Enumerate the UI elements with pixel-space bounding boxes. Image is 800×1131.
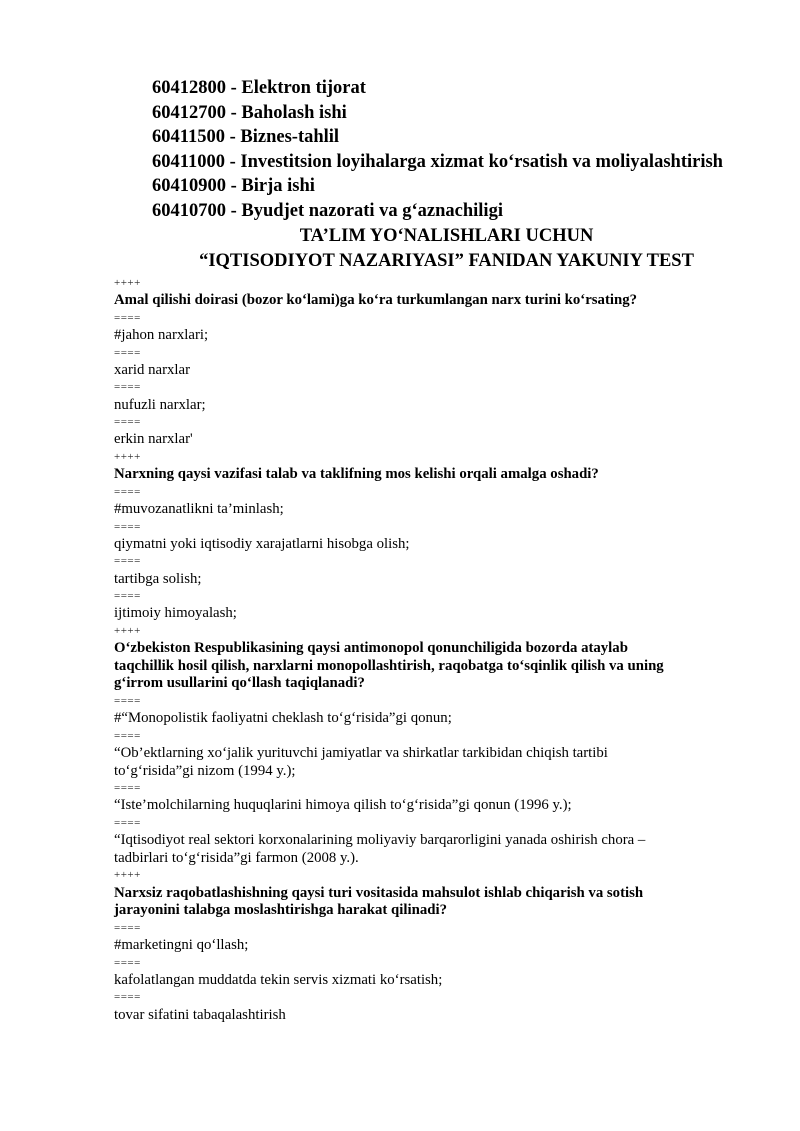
answer-marker: ==== xyxy=(114,485,141,498)
question-text: Narxning qaysi vazifasi talab va taklifning mos kelishi orqali amalga oshadi? xyxy=(114,466,599,483)
specialty-code-line: 60410700 - Byudjet nazorati va g‘aznachiligi xyxy=(152,200,503,221)
question-text: taqchillik hosil qilish, narxlarni monopollashtirish, raqobatga to‘sqinlik qilish va uning xyxy=(114,657,664,674)
answer-marker: ==== xyxy=(114,991,141,1004)
test-content xyxy=(114,275,754,1024)
answer-marker: ==== xyxy=(114,555,141,568)
specialty-code-line: 60410900 - Birja ishi xyxy=(152,176,315,197)
question-text: Narxsiz raqobatlashishning qaysi turi vositasida mahsulot ishlab chiqarish va sotish xyxy=(114,884,644,901)
answer-marker: ==== xyxy=(114,921,141,934)
document-heading-line-1: TA’LIM YO‘NALISHLARI UCHUN xyxy=(299,226,594,246)
answer-option: “Iqtisodiyot real sektori korxonalarining moliyaviy barqarorligini yanada oshirish chora – xyxy=(114,832,646,849)
question-text: Amal qilishi doirasi (bozor ko‘lami)ga ko‘ra turkumlangan narx turini ko‘rsating? xyxy=(114,292,638,309)
question-text: jarayonini talabga moslashtirishga harakat qilinadi? xyxy=(114,902,447,919)
answer-option: erkin narxlar' xyxy=(114,431,193,448)
answer-marker: ==== xyxy=(114,381,141,394)
specialty-code-line: 60411500 - Biznes-tahlil xyxy=(152,127,340,148)
answer-option: kafolatlangan muddatda tekin servis xizmati ko‘rsatish; xyxy=(114,971,443,988)
answer-marker: ==== xyxy=(114,416,141,429)
answer-option: #muvozanatlikni ta’minlash; xyxy=(114,500,284,517)
answer-option: “Iste’molchilarning huquqlarini himoya qilish to‘g‘risida”gi qonun (1996 y.); xyxy=(114,797,572,814)
answer-marker: ==== xyxy=(114,816,141,829)
question-marker: ++++ xyxy=(114,277,141,289)
answer-marker: ==== xyxy=(114,520,141,533)
specialty-code-line: 60412700 - Baholash ishi xyxy=(152,102,347,123)
answer-option: ijtimoiy himoyalash; xyxy=(114,605,237,622)
answer-marker: ==== xyxy=(114,311,141,324)
answer-option: tovar sifatini tabaqalashtirish xyxy=(114,1006,286,1023)
answer-option: xarid narxlar xyxy=(114,361,191,378)
answer-option: tartibga solish; xyxy=(114,570,202,587)
answer-option: tadbirlari to‘g‘risida”gi farmon (2008 y.). xyxy=(114,849,359,866)
specialty-code-line: 60412800 - Elektron tijorat xyxy=(152,78,366,98)
answer-option: qiymatni yoki iqtisodiy xarajatlarni hisobga olish; xyxy=(114,535,410,552)
answer-marker: ==== xyxy=(114,590,141,603)
answer-option: nufuzli narxlar; xyxy=(114,396,206,413)
specialty-code-list xyxy=(152,76,723,224)
answer-option: to‘g‘risida”gi nizom (1994 y.); xyxy=(114,762,296,779)
answer-marker: ==== xyxy=(114,694,141,707)
answer-option: #jahon narxlari; xyxy=(114,327,209,343)
answer-marker: ==== xyxy=(114,956,141,969)
question-marker: ++++ xyxy=(114,624,141,637)
question-marker: ++++ xyxy=(114,869,141,882)
answer-option: #“Monopolistik faoliyatni cheklash to‘g‘risida”gi qonun; xyxy=(114,710,452,727)
answer-marker: ==== xyxy=(114,729,141,742)
answer-option: “Ob’ektlarning xo‘jalik yurituvchi jamiyatlar va shirkatlar tarkibidan chiqish tartibi xyxy=(114,744,608,761)
document-heading-line-2: “IQTISODIYOT NAZARIYASI” FANIDAN YAKUNIY TEST xyxy=(199,251,694,271)
specialty-code-line: 60411000 - Investitsion loyihalarga xizmat ko‘rsatish va moliyalashtirish xyxy=(152,151,723,172)
question-text: g‘irrom usullarini qo‘llash taqiqlanadi? xyxy=(114,675,365,692)
question-marker: ++++ xyxy=(114,450,141,463)
answer-marker: ==== xyxy=(114,346,141,359)
question-text: O‘zbekiston Respublikasining qaysi antimonopol qonunchiligida bozorda ataylab xyxy=(114,640,628,657)
answer-marker: ==== xyxy=(114,782,141,795)
answer-option: #marketingni qo‘llash; xyxy=(114,936,249,953)
